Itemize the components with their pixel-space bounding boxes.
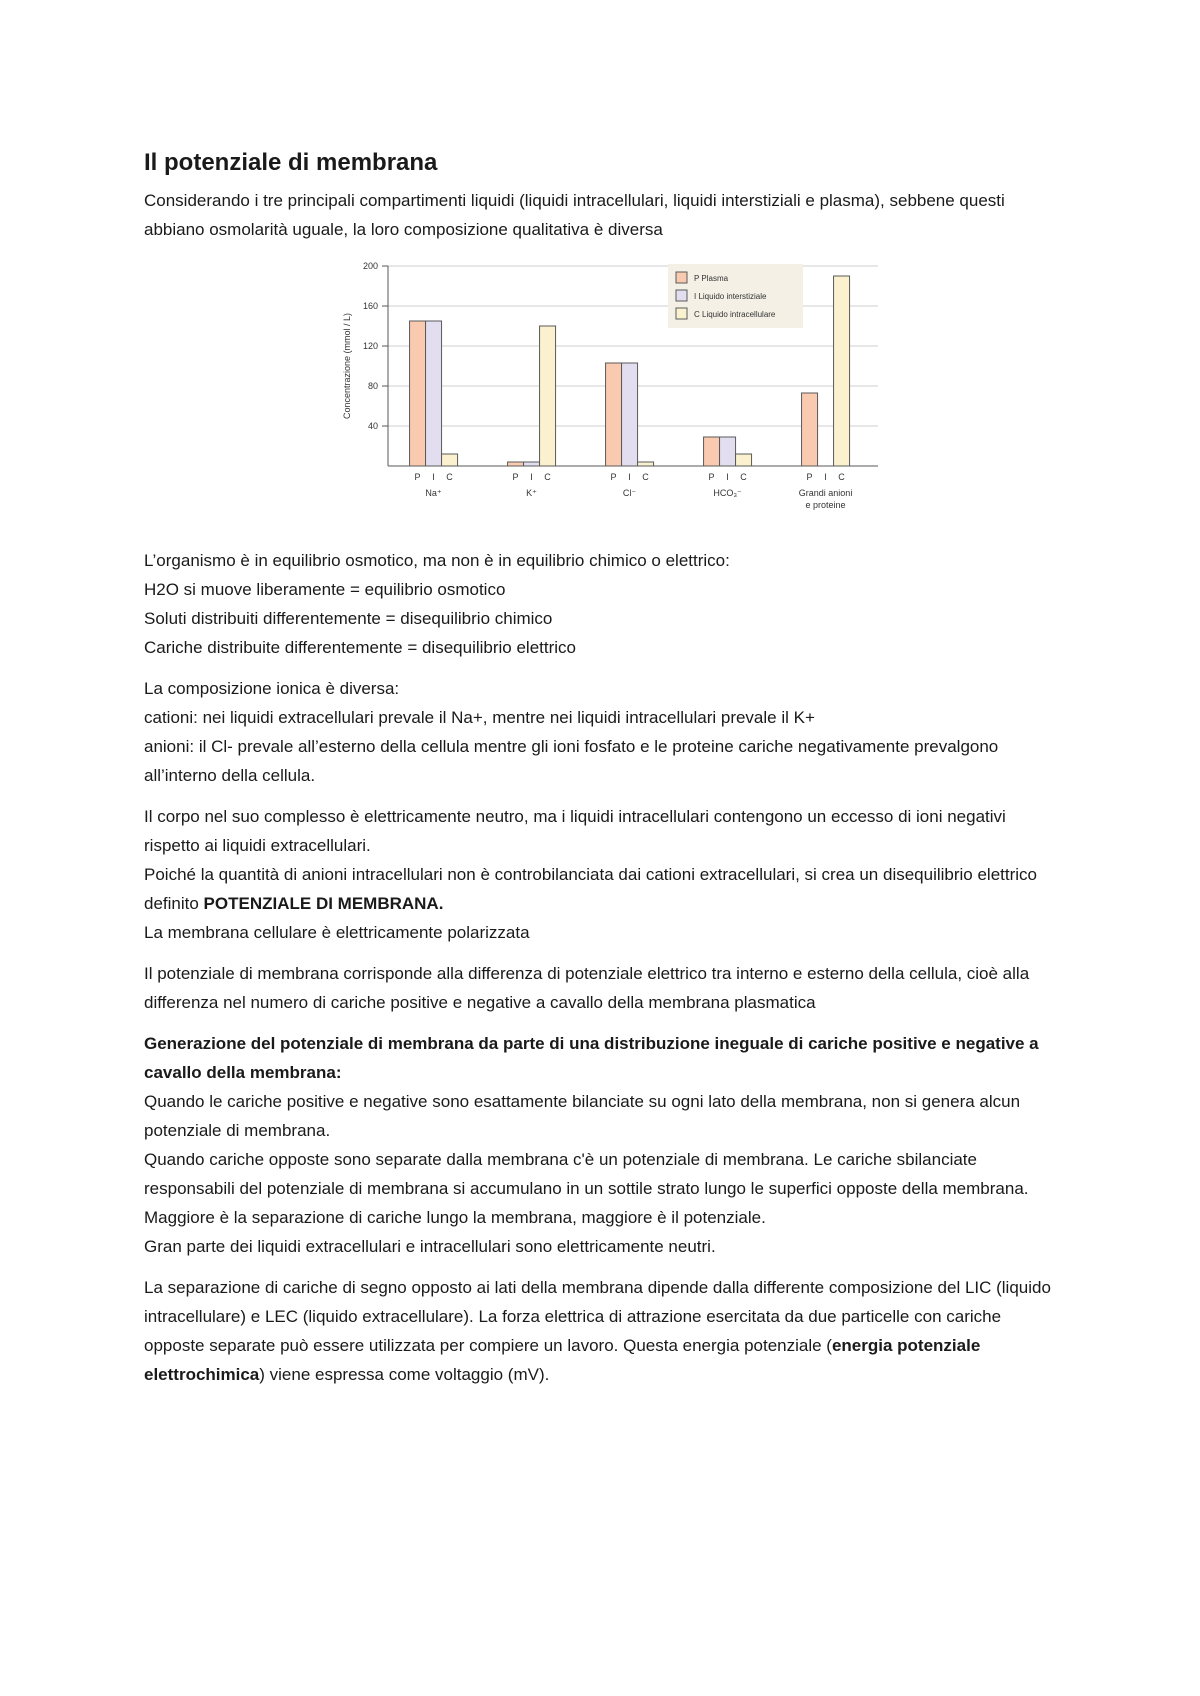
- category-label: HCO₃⁻: [713, 488, 742, 498]
- chart-svg: [328, 256, 888, 526]
- neutrality-paragraph: [144, 802, 1064, 947]
- bar-sublabel: I: [726, 472, 729, 482]
- bar-sublabel: I: [824, 472, 827, 482]
- bar: [704, 437, 720, 466]
- legend-swatch: [676, 308, 687, 319]
- legend-entry: P Plasma: [694, 274, 729, 283]
- category-label: Grandi anioni: [798, 488, 853, 498]
- bar-sublabel: I: [530, 472, 533, 482]
- ionic-line: La composizione ionica è diversa:: [144, 679, 400, 698]
- bar-sublabel: I: [432, 472, 435, 482]
- legend-entry: C Liquido intracellulare: [694, 310, 776, 319]
- y-axis-label: Concentrazione (mmol / L): [342, 312, 352, 420]
- bar-sublabel: C: [642, 472, 649, 482]
- neutrality-line: Il corpo nel suo complesso è elettricamente neutro, ma i liquidi intracellulari contengono un eccesso di ioni negativi rispetto ai liquidi extracellulari.: [144, 807, 1006, 855]
- bar-sublabel: C: [544, 472, 551, 482]
- bar: [508, 462, 524, 466]
- generation-line: Gran parte dei liquidi extracellulari e intracellulari sono elettricamente neutri.: [144, 1237, 716, 1256]
- legend-swatch: [676, 290, 687, 301]
- neutrality-line: La membrana cellulare è elettricamente polarizzata: [144, 923, 530, 942]
- separation-paragraph: [144, 1273, 1064, 1389]
- intro-paragraph: Considerando i tre principali compartimenti liquidi (liquidi intracellulari, liquidi interstiziali e plasma), sebbene questi abbiano osmolarità uguale, la loro composizione qualitativa è diversa: [144, 191, 1005, 239]
- bar-sublabel: P: [708, 472, 715, 482]
- generation-paragraph: [144, 1029, 1064, 1261]
- bar: [524, 462, 540, 466]
- bar-sublabel: P: [806, 472, 813, 482]
- bar: [622, 363, 638, 466]
- bar: [540, 326, 556, 466]
- category-label: Cl⁻: [622, 488, 637, 498]
- bar: [720, 437, 736, 466]
- membrane-potential-term: POTENZIALE DI MEMBRANA.: [203, 894, 444, 913]
- neutrality-line: Poiché la quantità di anioni intracellulari non è controbilanciata dai cationi extracellulari, si crea un disequilibrio elettrico definito: [144, 865, 1038, 913]
- equilibrium-line: Cariche distribuite differentemente = disequilibrio elettrico: [144, 638, 576, 657]
- page-title: Il potenziale di membrana: [144, 149, 438, 176]
- bar-sublabel: I: [628, 472, 631, 482]
- y-tick-label: 80: [367, 381, 378, 391]
- separation-text-end: ) viene espressa come voltaggio (mV).: [259, 1365, 550, 1384]
- category-label: e proteine: [805, 500, 846, 510]
- bar-sublabel: P: [512, 472, 519, 482]
- y-tick-label: 120: [362, 341, 378, 351]
- electrochemical-energy-term: energia potenziale elettrochimica: [144, 1336, 981, 1384]
- y-tick-label: 160: [362, 301, 378, 311]
- equilibrium-line: L’organismo è in equilibrio osmotico, ma non è in equilibrio chimico o elettrico:: [144, 551, 730, 570]
- separation-text: La separazione di cariche di segno opposto ai lati della membrana dipende dalla differente composizione del LIC (liquido intracellulare) e LEC (liquido extracellulare). La forza elettrica di attrazione esercitata da due particelle con cariche opposte separate può essere utilizzata per compiere un lavoro. Questa energia potenziale (: [144, 1278, 1051, 1355]
- legend-swatch: [676, 272, 687, 283]
- bar: [410, 321, 426, 466]
- definition-paragraph: Il potenziale di membrana corrisponde alla differenza di potenziale elettrico tra interno e esterno della cellula, cioè alla differenza nel numero di cariche positive e negative a cavallo della membrana plasmatica: [144, 964, 1030, 1012]
- ionic-line: anioni: il Cl- prevale all’esterno della cellula mentre gli ioni fosfato e le proteine cariche negativamente prevalgono all’interno della cellula.: [144, 737, 999, 785]
- bar: [606, 363, 622, 466]
- bar-sublabel: P: [414, 472, 421, 482]
- legend-entry: I Liquido interstiziale: [694, 292, 767, 301]
- equilibrium-line: H2O si muove liberamente = equilibrio osmotico: [144, 580, 506, 599]
- bar-sublabel: C: [446, 472, 453, 482]
- equilibrium-paragraph: [144, 546, 1064, 662]
- bar: [736, 454, 752, 466]
- y-tick-label: 40: [367, 421, 378, 431]
- ion-concentration-chart: [328, 256, 888, 526]
- bar: [638, 462, 654, 466]
- generation-line: Quando cariche opposte sono separate dalla membrana c'è un potenziale di membrana. Le cariche sbilanciate responsabili del potenziale di membrana si accumulano in un sottile strato lungo le superfici opposte della membrana. Maggiore è la separazione di cariche lungo la membrana, maggiore è il potenziale.: [144, 1150, 1029, 1227]
- bar: [802, 393, 818, 466]
- y-tick-label: 200: [362, 261, 378, 271]
- bar: [442, 454, 458, 466]
- bar-sublabel: C: [740, 472, 747, 482]
- generation-line: Quando le cariche positive e negative sono esattamente bilanciate su ogni lato della membrana, non si genera alcun potenziale di membrana.: [144, 1092, 1021, 1140]
- generation-heading: Generazione del potenziale di membrana da parte di una distribuzione ineguale di cariche positive e negative a cavallo della membrana:: [144, 1034, 1039, 1082]
- bar: [834, 276, 850, 466]
- ionic-line: cationi: nei liquidi extracellulari prevale il Na+, mentre nei liquidi intracellulari prevale il K+: [144, 708, 815, 727]
- equilibrium-line: Soluti distribuiti differentemente = disequilibrio chimico: [144, 609, 553, 628]
- bar: [426, 321, 442, 466]
- bar-sublabel: C: [838, 472, 845, 482]
- category-label: K⁺: [526, 488, 537, 498]
- document-body: [144, 148, 1064, 1401]
- category-label: Na⁺: [425, 488, 442, 498]
- bar-sublabel: P: [610, 472, 617, 482]
- ionic-paragraph: [144, 674, 1064, 790]
